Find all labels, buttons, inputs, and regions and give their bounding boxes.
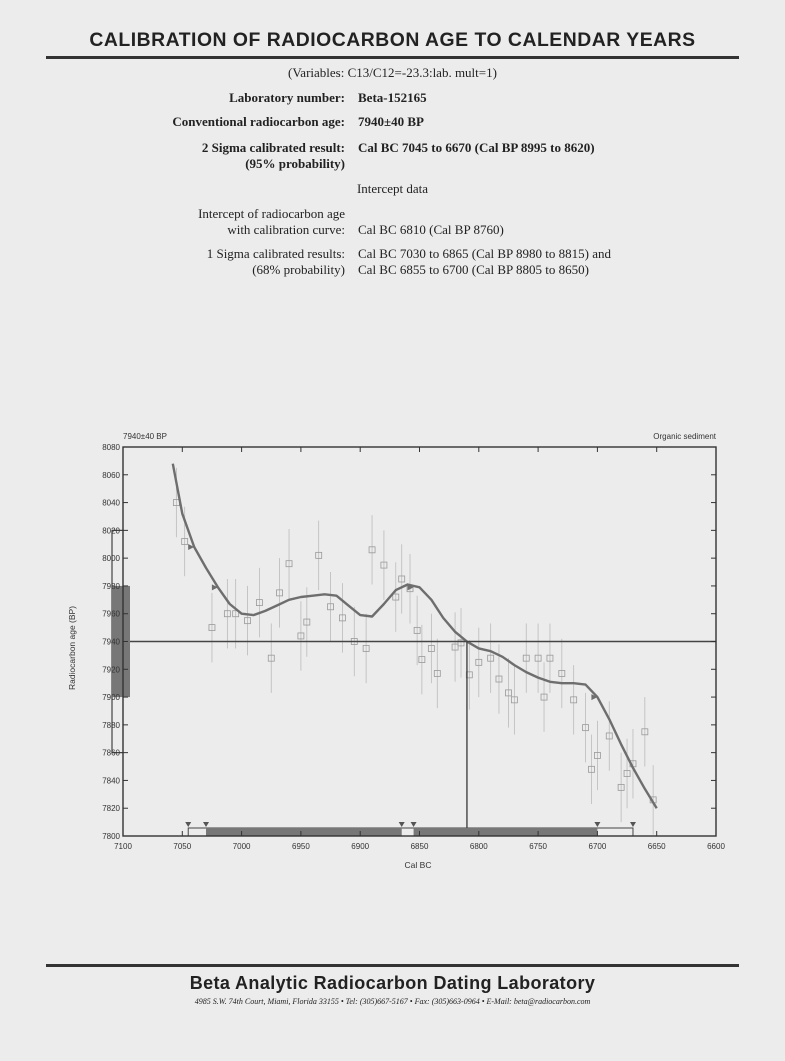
range-marker [203,822,209,827]
y-tick-label: 8020 [102,526,120,536]
intercept-label: Intercept of radiocarbon age [198,206,345,221]
x-tick-label: 6750 [529,842,547,851]
y-tick-label: 8060 [102,470,120,480]
lab-number-label: Laboratory number: [229,90,345,105]
one-sigma-label: 1 Sigma calibrated results: [206,246,345,261]
x-tick-label: 7100 [114,842,132,851]
two-sigma-label: 2 Sigma calibrated result: [201,140,345,155]
footer-rule [46,964,739,967]
x-tick-label: 6850 [410,842,429,851]
y-tick-label: 7920 [102,665,120,675]
chart-sample-age-label: 7940±40 BP [123,432,167,441]
y-tick-label: 7880 [102,720,120,730]
y-tick-label: 8080 [102,443,120,452]
intercept-value: Cal BC 6810 (Cal BP 8760) [358,222,504,237]
y-tick-label: 7980 [102,581,120,591]
x-tick-label: 7050 [173,842,192,851]
one-sigma-calendar-bar [414,828,598,836]
one-sigma-value-1: Cal BC 7030 to 6865 (Cal BP 8980 to 8815) and [358,246,612,261]
chart-material-label: Organic sediment [653,432,716,441]
y-tick-label: 7900 [102,693,120,703]
lab-number-value: Beta-152165 [358,90,427,105]
footer-address: 4985 S.W. 74th Court, Miami, Florida 33155 • Tel: (305)667-5167 • Fax: (305)663-0964 • E-Mail: beta@radiocarbon.com [194,997,591,1006]
one-sigma-calendar-bar [206,828,402,836]
x-tick-label: 6700 [588,842,607,851]
y-tick-label: 7940 [102,637,120,647]
y-tick-label: 7960 [102,609,120,619]
y-tick-label: 8000 [102,554,120,564]
y-tick-label: 7800 [102,832,120,841]
chart-x-axis-label: Cal BC [404,860,432,870]
calibration-chart [0,420,785,880]
x-tick-label: 7000 [232,842,251,851]
y-tick-label: 8040 [102,498,120,508]
calibration-curve [173,464,657,809]
x-tick-label: 6900 [351,842,370,851]
x-tick-label: 6950 [292,842,310,851]
x-tick-label: 6650 [647,842,666,851]
two-sigma-probability-label: (95% probability) [245,156,345,171]
range-marker [630,822,636,827]
conventional-age-value: 7940±40 BP [358,114,424,129]
range-marker [411,822,417,827]
y-tick-label: 7860 [102,748,120,758]
two-sigma-value: Cal BC 7045 to 6670 (Cal BP 8995 to 8620) [358,140,595,155]
intercept-heading: Intercept data [356,181,429,196]
one-sigma-probability-label: (68% probability) [252,262,345,277]
variables-line: (Variables: C13/C12=-23.3:lab. mult=1) [288,65,497,80]
y-tick-label: 7840 [102,776,120,786]
header-rule [46,56,739,59]
x-tick-label: 6800 [469,842,488,851]
x-tick-label: 6600 [707,842,725,851]
footer-lab-name: Beta Analytic Radiocarbon Dating Laboratory [189,973,596,993]
intercept-label-2: with calibration curve: [227,222,345,237]
page-title: CALIBRATION OF RADIOCARBON AGE TO CALENDAR YEARS [89,30,696,51]
conventional-age-label: Conventional radiocarbon age: [172,114,345,129]
y-tick-label: 7820 [102,804,120,814]
range-marker [594,822,600,827]
chart-y-axis-label: Radiocarbon age (BP) [67,605,77,691]
range-marker [185,822,191,827]
one-sigma-value-2: Cal BC 6855 to 6700 (Cal BP 8805 to 8650) [358,262,589,277]
range-marker [399,822,405,827]
